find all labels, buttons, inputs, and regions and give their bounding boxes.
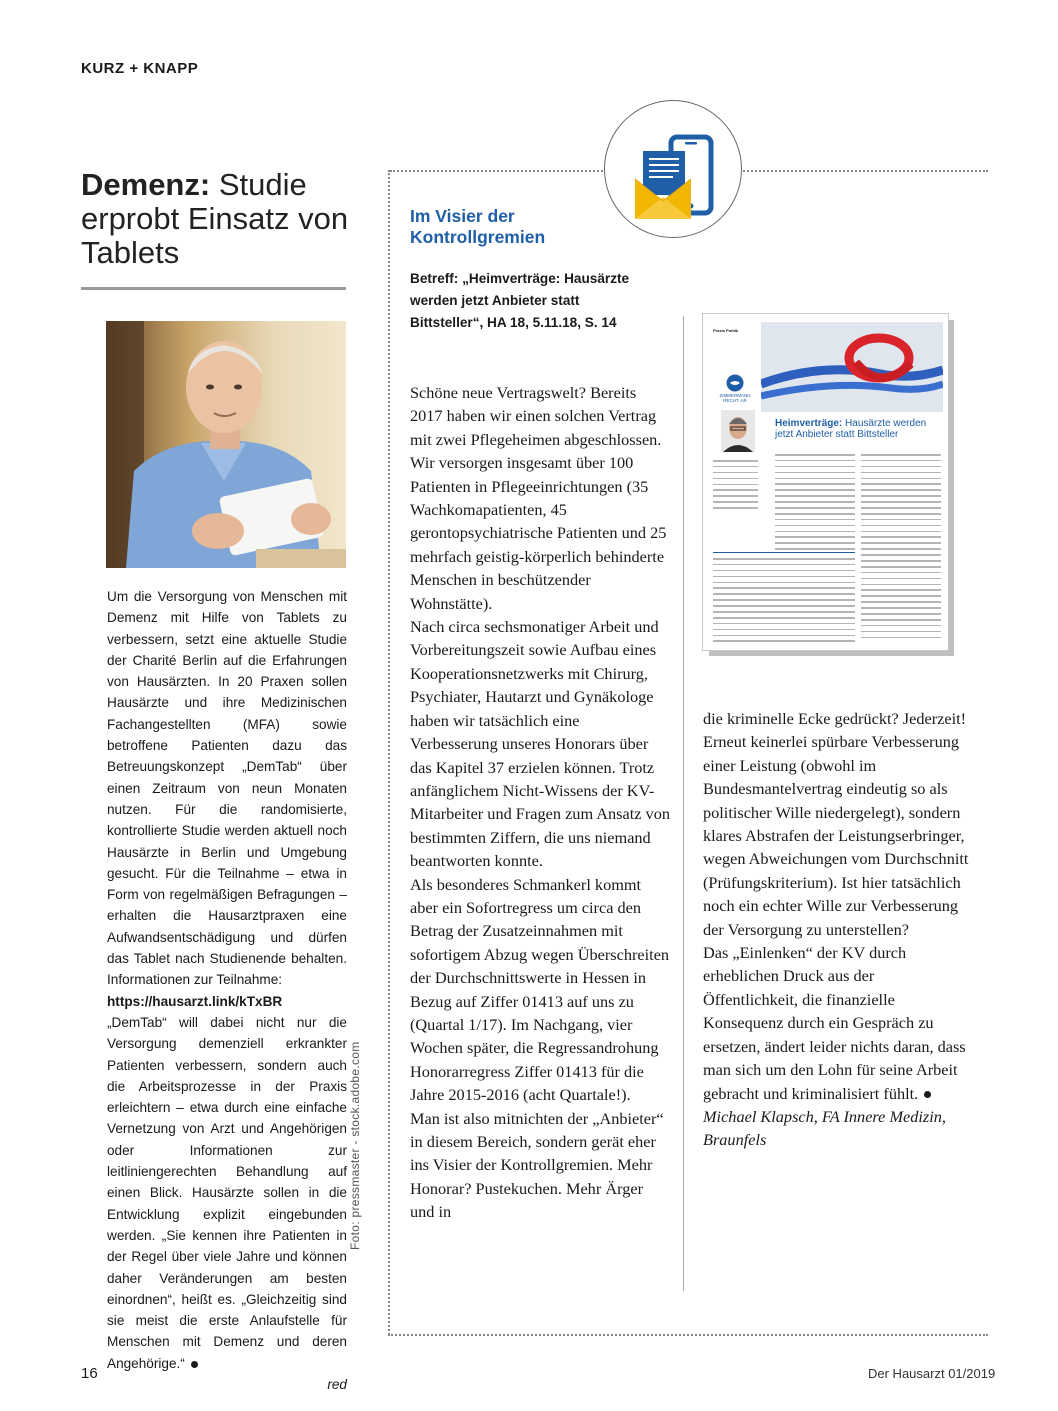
author-portrait xyxy=(721,410,755,452)
thumbnail-logo-sub: RECHT. AR xyxy=(723,398,747,403)
box-border-left xyxy=(388,170,390,1335)
article-photo xyxy=(106,321,346,568)
thumbnail-text-column-2 xyxy=(861,454,941,643)
letter-paragraph: Man ist also mitnichten der „Anbieter“ in diesem Bereich, sondern gerät eher ins Visier der Kontrollgremien. Mehr Honorar? Pustekuchen. Mehr Ärger und in xyxy=(410,1108,664,1222)
letter-section-title: Im Visier der Kontrollgremien xyxy=(410,206,546,247)
article-paragraph: Um die Versorgung von Menschen mit Demenz mit Hilfe von Tablets zu verbessern, setzt eine aktuelle Studie der Charité Berlin auf die Erfahrungen von Hausärzten. In 20 Praxen sollen Hausärzte und ihre Medizinischen Fachangestellten (MFA) sowie betroffene Patienten dazu das Betreuungskonzept „DemTab“ über einen Zeitraum von neun Monaten nutzen. Für die randomisierte, kontrollierte Studie werden aktuell noch Hausärzte in Berlin und Umgebung gesucht. Für die Teilnahme – etwa in Form von regelmäßigen Befragungen – erhalten die Hausarztpraxen eine Aufwandsentschädigung und dürfen das Tablet nach Studienende behalten. Informationen zur Teilnahme: xyxy=(107,589,347,988)
letter-reference: Betreff: „Heimverträge: Hausärzte werden jetzt Anbieter statt Bittsteller“, HA 18, 5.11.18, S. 14 xyxy=(410,271,630,330)
headline-divider xyxy=(81,287,346,290)
article-headline xyxy=(81,168,356,270)
thumbnail-headline xyxy=(775,418,945,440)
article-paragraph-text: „DemTab“ will dabei nicht nur die Versorgung demenziell erkrankter Patienten verbessern, sondern auch die Arbeitsprozesse in der Praxis erleichtern – etwa durch eine einfache Vernetzung von Arzt und Angehörigen oder Informationen zur leitliniengerechten Behandlung auf einen Blick. Hausärzte sollen in die Entwicklung explizit eingebunden werden. „Sie kennen ihre Patienten in der Regel über viele Jahre und können daher Veränderungen am besten einordnen“, heißt es. „Gleichzeitig sind sie meist die erste Anlaufstelle für Menschen mit Demenz und deren Angehörige.“ xyxy=(107,1014,347,1371)
letter-icon-badge xyxy=(604,100,742,238)
thumbnail-table-rows xyxy=(713,558,855,646)
article-thumbnail xyxy=(703,314,948,650)
letter-paragraph: Als besonderes Schmankerl kommt aber ein Sofortregress um circa den Betrag der Zusatzeinnahmen mit sofortigem Abzug wegen Überschreiten der Durchschnittswerte in Hessen in Bezug auf Ziffer 01413 auf uns zu (Quartal 1/17). Im Nachgang, vier Wochen später, die Regressandrohung Honorarregress Ziffer 01413 für die Jahre 2015-2016 (acht Quartale!). xyxy=(410,874,670,1105)
author: red xyxy=(327,1376,347,1392)
magazine-issue: Der Hausarzt 01/2019 xyxy=(868,1366,996,1381)
thumbnail-headline-rest: Hausärzte werden jetzt Anbieter statt Bittsteller xyxy=(775,418,927,440)
box-border-top xyxy=(390,170,607,172)
photo-credit: Foto: pressmaster - stock.adobe.com xyxy=(348,1041,362,1250)
thumbnail-logo xyxy=(717,374,753,403)
letter-column-2 xyxy=(703,707,973,1152)
thumbnail-text-column-1 xyxy=(775,454,855,554)
law-firm-logo-icon xyxy=(726,374,744,392)
box-border-bottom xyxy=(388,1334,988,1336)
letter-paragraph: Nach circa sechsmonatiger Arbeit und Vorbereitungszeit sowie Aufbau eines Kooperationsnetzwerks mit Chirurg, Psychiater, Hautarzt und Gynäkologe haben wir tatsächlich eine Verbesserung unseres Honorars über das Kapitel 37 erzielen können. Trotz anfänglichem Nicht-Wissens der KV-Mitarbeiter und Fragen zum Ansatz von bestimmten Ziffern, die uns niemand beantworten konnte. xyxy=(410,617,670,871)
article-body xyxy=(107,586,347,1395)
box-border-top-right xyxy=(728,170,988,172)
thumbnail-logo-text: ZIMMERMANN xyxy=(719,393,751,398)
letter-paragraph: Schöne neue Vertragswelt? Bereits 2017 haben wir einen solchen Vertrag mit zwei Pflegeheimen abgeschlossen. Wir versorgen insgesamt über 100 Patienten in Pflegeeinrichtungen (35 Wachkomapatienten, 45 gerontopsychiatrische Patienten und 25 mehrfach geistig-körperlich behinderte Menschen in beschützender Wohnstätte). xyxy=(410,383,667,613)
section-rubric: KURZ + KNAPP xyxy=(81,60,199,77)
author-line xyxy=(107,1374,347,1395)
letter-column-1 xyxy=(410,381,670,1224)
thumbnail-caption-lines xyxy=(713,460,758,513)
page-number: 16 xyxy=(81,1365,98,1382)
end-dot-icon xyxy=(191,1361,198,1368)
headline-rest: Studie erprobt Einsatz von Tablets xyxy=(81,167,349,270)
headline-bold: Demenz: xyxy=(81,167,211,202)
senior-with-tablet-photo xyxy=(106,321,346,568)
end-dot-icon xyxy=(924,1091,931,1098)
info-link[interactable]: https://hausarzt.link/kTxBR xyxy=(107,993,283,1009)
column-divider xyxy=(683,316,684,1291)
rope-knot-image xyxy=(761,322,943,412)
article-paragraph xyxy=(107,1012,347,1374)
letter-paragraph: die kriminelle Ecke gedrückt? Jederzeit! Erneut keinerlei spürbare Verbesserung einer Leistung (obwohl im Bundesmantelvertrag eindeutig so als politischer Wille niedergelegt), sondern klares Abstrafen der Leistungserbringer, wegen Abweichungen vom Durchschnitt (Prüfungskriterium). Ist hier tatsächlich noch ein echter Wille zur Verbesserung der Versorgung zu unterstellen? xyxy=(703,709,969,939)
letter-paragraph-text: Das „Einlenken“ der KV durch erheblichen Druck aus der Öffentlichkeit, die finanzielle Konsequenz durch ein Gespräch zu ersetzen, ändert leider nichts daran, dass man sich um den Lohn für seine Arbeit gebracht und kriminalisiert fühlt. xyxy=(703,943,966,1103)
phone-envelope-icon xyxy=(605,101,741,237)
thumbnail-headline-bold: Heimverträge: xyxy=(775,418,843,429)
thumbnail-rubric: Praxis Politik xyxy=(713,328,739,333)
letter-signature: Michael Klapsch, FA Innere Medizin, Braunfels xyxy=(703,1106,946,1150)
letter-paragraph xyxy=(703,941,973,1105)
thumbnail-table xyxy=(713,552,855,553)
